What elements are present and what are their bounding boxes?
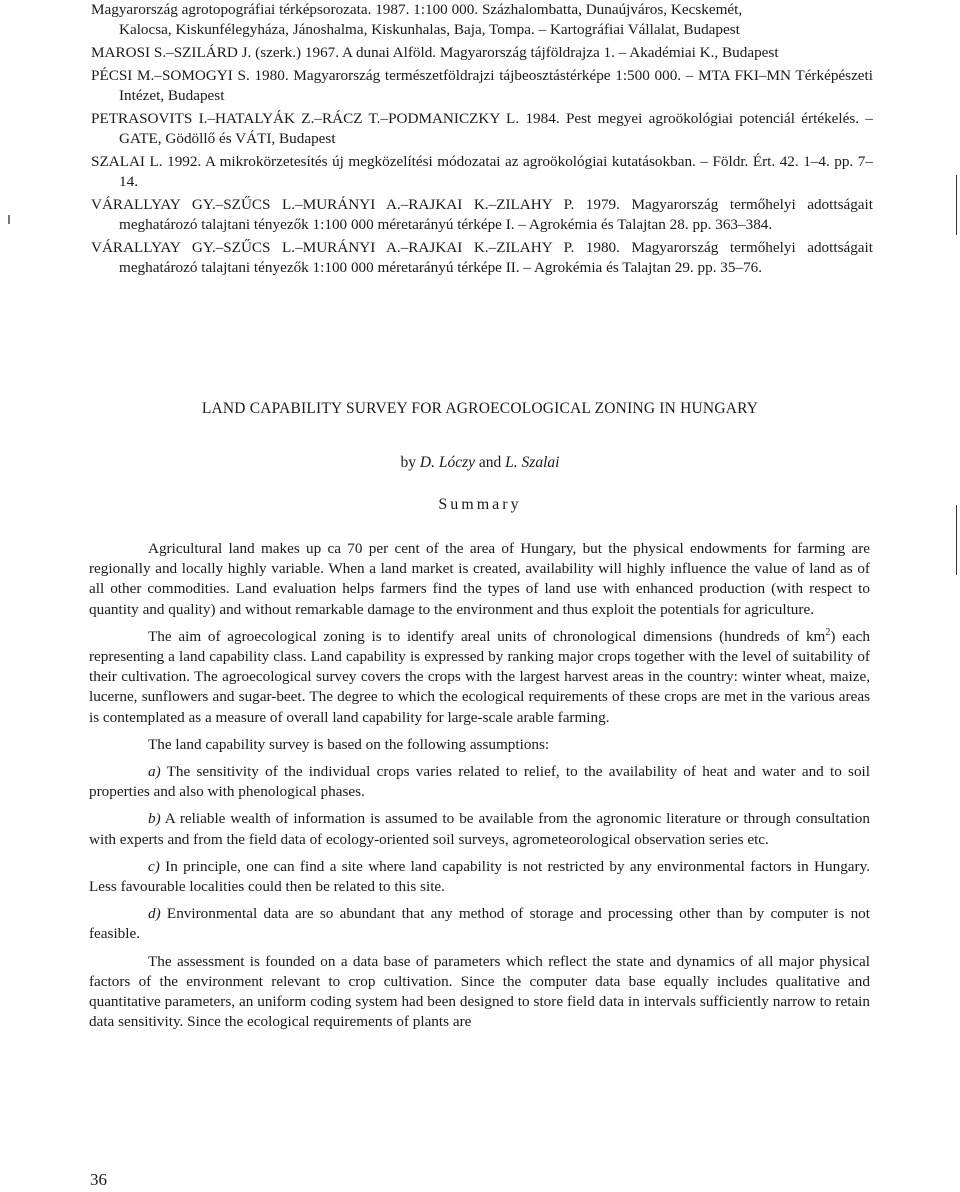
paragraph-text: A reliable wealth of information is assumed to be available from the agronomic literature or through consultation with experts and from the field data of ecology-oriented soil surveys, agrometeorological observation series etc. <box>89 810 870 848</box>
reference-item: PÉCSI M.–SOMOGYI S. 1980. Magyarország természetföldrajzi tájbeosztástérképe 1:500 000. – MTA FKI–MN Térképészeti Intézet, Budapest <box>91 67 873 104</box>
list-label: c) <box>148 857 160 875</box>
reference-first-line: Magyarország agrotopográfiai térképsorozata. 1987. 1:100 000. Százhalombatta, Dunaújváros, Kecskemét, <box>91 1 743 18</box>
paragraph: Agricultural land makes up ca 70 per cent of the area of Hungary, but the physical endowments for farming are regionally and locally highly variable. When a land market is created, availability will highly influence the value of land as of all other commodities. Land evaluation helps farmers find the types of land use with enhanced production (with respect to quantity and quality) and without remarkable damage to the environment and thus exploit the potentials for agriculture. <box>89 540 870 618</box>
reference-list <box>91 0 873 281</box>
paragraph: The land capability survey is based on the following assumptions: <box>148 735 550 753</box>
scan-mark <box>8 215 10 224</box>
paragraph-text: In principle, one can find a site where land capability is not restricted by any environmental factors in Hungary. Less favourable localities could then be related to this site. <box>89 857 870 896</box>
reference-item <box>91 0 873 40</box>
superscript: 2 <box>825 626 831 638</box>
page-number: 36 <box>90 1170 107 1189</box>
assumption-b <box>89 809 870 849</box>
assumption-a <box>89 762 870 802</box>
reference-item: VÁRALLYAY GY.–SZŰCS L.–MURÁNYI A.–RAJKAI K.–ZILAHY P. 1979. Magyarország termőhelyi adottságait meghatározó talajtani tényezők 1:100 000 méretarányú térképe I. – Agrokémia és Talajtan 28. pp. 363–384. <box>91 196 873 233</box>
paragraph <box>89 627 870 728</box>
scan-mark <box>956 175 957 235</box>
assumption-d <box>89 904 870 944</box>
paragraph-text: The sensitivity of the individual crops varies related to relief, to the availability of heat and water and to soil properties and also with phenological phases. <box>89 763 870 801</box>
paragraph-text: Environmental data are so abundant that any method of storage and processing other than by computer is not feasible. <box>89 905 870 943</box>
summary-heading: Summary <box>438 496 522 513</box>
reference-item: MAROSI S.–SZILÁRD J. (szerk.) 1967. A dunai Alföld. Magyarország tájföldrajza 1. – Akadémiai K., Budapest <box>91 44 779 61</box>
author-name: L. Szalai <box>505 454 560 471</box>
byline-prefix: by <box>400 454 420 471</box>
assumption-c <box>89 857 870 897</box>
summary-body <box>89 539 870 1039</box>
reference-item: VÁRALLYAY GY.–SZŰCS L.–MURÁNYI A.–RAJKAI K.–ZILAHY P. 1980. Magyarország termőhelyi adottságait meghatározó talajtani tényezők 1:100 000 méretarányú térképe II. – Agrokémia és Talajtan 29. pp. 35–76. <box>91 239 873 276</box>
reference-item: SZALAI L. 1992. A mikrokörzetesítés új megközelítési módozatai az agroökológiai kutatásokban. – Földr. Ért. 42. 1–4. pp. 7–14. <box>91 153 873 190</box>
paragraph: The assessment is founded on a data base of parameters which reflect the state and dynamics of all major physical factors of the environment relevant to crop cultivation. Since the computer data base equally includes qualitative and quantitative parameters, an uniform coding system had been designed to store field data in intervals sufficiently narrow to retain data sensitivity. Since the ecological requirements of plants are <box>89 952 870 1031</box>
article-title: LAND CAPABILITY SURVEY FOR AGROECOLOGICAL ZONING IN HUNGARY <box>201 400 759 417</box>
byline <box>0 454 960 472</box>
list-label: a) <box>148 763 161 781</box>
paragraph-text: ) each representing a land capability class. Land capability is expressed by ranking major crops together with the level of suitability of their cultivation. The agroecological survey covers the crops with the largest harvest areas in the country: winter wheat, maize, lucerne, sunflowers and sugar-beet. The degree to which the ecological requirements of these crops are met in the various areas is contemplated as a measure of overall land capability for large-scale arable farming. <box>89 627 870 726</box>
reference-item: PETRASOVITS I.–HATALYÁK Z.–RÁCZ T.–PODMANICZKY L. 1984. Pest megyei agroökológiai potenciál értékelés. – GATE, Gödöllő és VÁTI, Budapest <box>91 110 873 147</box>
scan-mark <box>956 505 957 575</box>
author-name: D. Lóczy <box>419 454 476 471</box>
list-label: d) <box>148 905 161 923</box>
reference-continuation: Kalocsa, Kiskunfélegyháza, Jánoshalma, Kiskunhalas, Baja, Tompa. – Kartográfiai Vállalat, Budapest <box>119 21 740 38</box>
paragraph-text: The aim of agroecological zoning is to identify areal units of chronological dimensions (hundreds of km <box>148 627 826 645</box>
list-label: b) <box>148 810 161 828</box>
byline-joiner: and <box>475 454 506 471</box>
